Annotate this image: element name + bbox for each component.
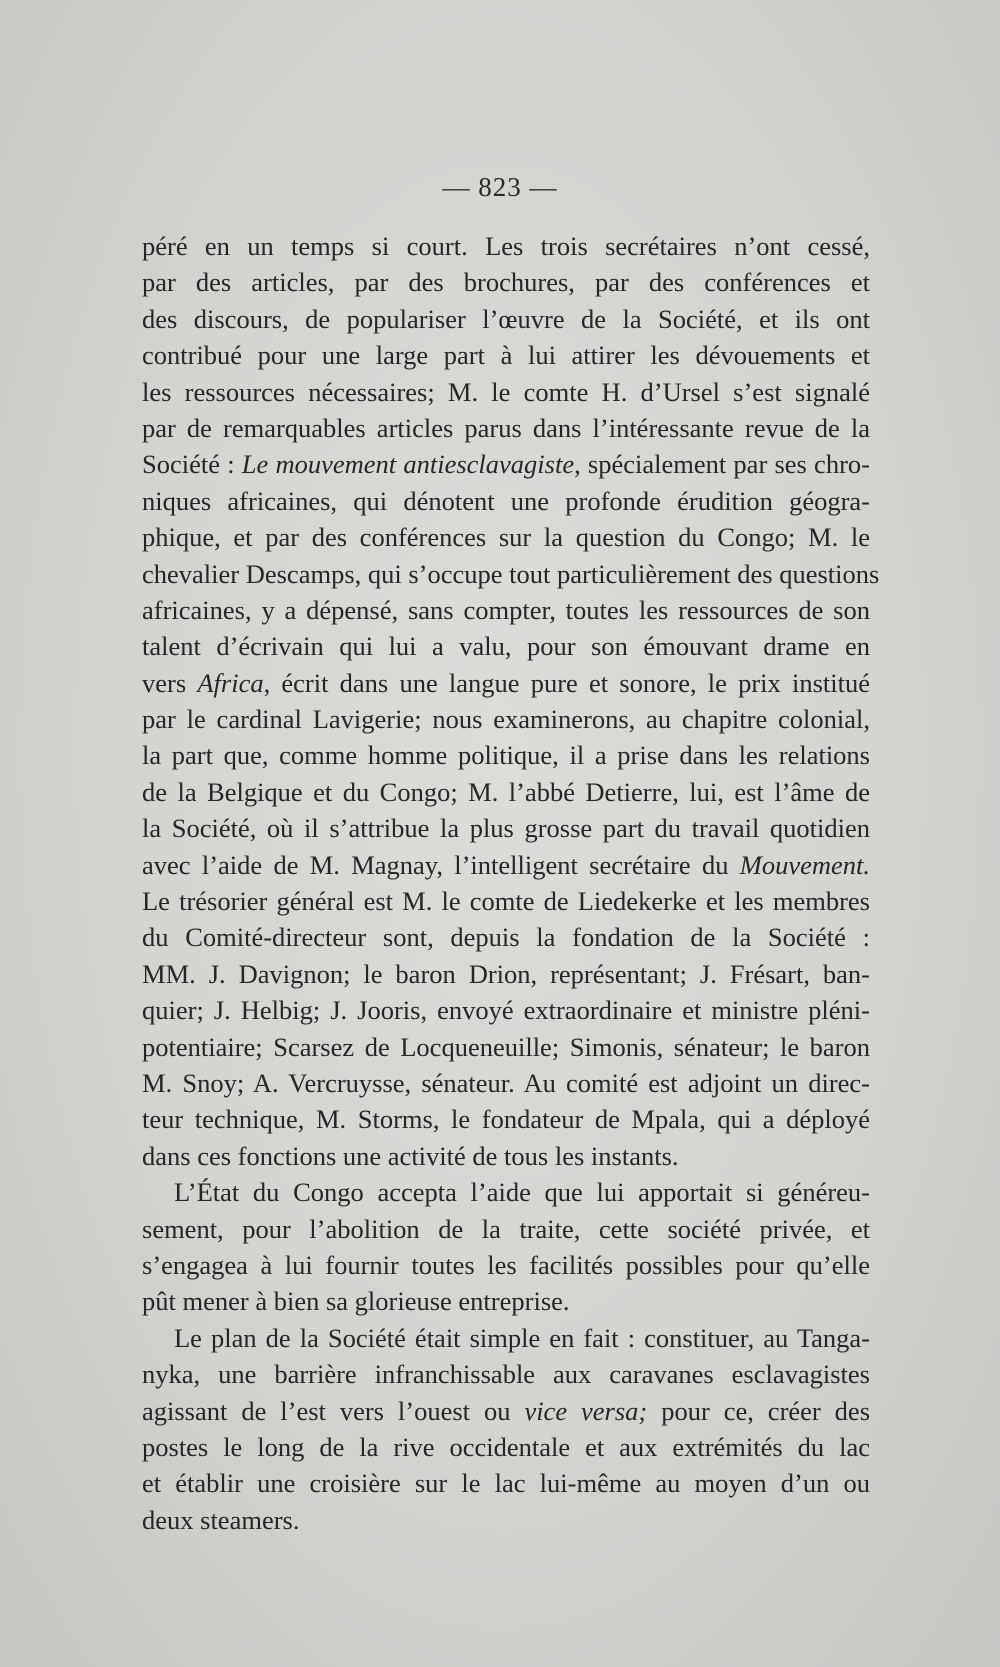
text-line: M. Snoy; A. Vercruysse, sénateur. Au comité est adjoint un direc- bbox=[142, 1067, 870, 1098]
text-line: chevalier Descamps, qui s’occupe tout particulièrement des questions bbox=[142, 558, 880, 589]
line-text: Société : bbox=[142, 449, 242, 480]
text-line: par de remarquables articles parus dans l’intéressante revue de la bbox=[142, 412, 870, 443]
text-line: dans ces fonctions une activité de tous les instants. bbox=[142, 1140, 679, 1171]
text-line bbox=[142, 446, 870, 482]
text-line: du Comité-directeur sont, depuis la fondation de la Société : bbox=[142, 922, 870, 953]
text-line: contribué pour une large part à lui attirer les dévouements et bbox=[142, 340, 870, 371]
text-line: postes le long de la rive occidentale et aux extrémités du lac bbox=[142, 1431, 870, 1462]
text-line bbox=[142, 1393, 870, 1429]
text-line: la part que, comme homme politique, il a prise dans les relations bbox=[142, 740, 870, 771]
text-line: teur technique, M. Storms, le fondateur de Mpala, qui a déployé bbox=[142, 1104, 870, 1135]
italic-title: vice versa; bbox=[524, 1395, 648, 1426]
italic-title: Le mouvement antiesclavagiste bbox=[241, 449, 575, 480]
italic-title: Africa bbox=[197, 667, 264, 698]
text-line: la Société, où il s’attribue la plus grosse part du travail quotidien bbox=[142, 813, 870, 844]
text-line: potentiaire; Scarsez de Locqueneuille; Simonis, sénateur; le baron bbox=[142, 1031, 870, 1062]
paragraph bbox=[142, 1320, 870, 1538]
text-line: L’État du Congo accepta l’aide que lui apportait si généreu- bbox=[174, 1177, 870, 1208]
text-line: MM. J. Davignon; le baron Drion, représentant; J. Frésart, ban- bbox=[142, 958, 870, 989]
text-line: par le cardinal Lavigerie; nous examinerons, au chapitre colonial, bbox=[142, 704, 870, 735]
text-line: s’engagea à lui fournir toutes les facilités possibles pour qu’elle bbox=[142, 1249, 870, 1280]
body-text bbox=[142, 228, 880, 1538]
line-text: , spécialement par ses chro- bbox=[574, 449, 870, 480]
line-text: agissant de l’est vers l’ouest ou bbox=[142, 1395, 525, 1426]
text-line: quier; J. Helbig; J. Jooris, envoyé extraordinaire et ministre pléni- bbox=[142, 995, 870, 1026]
text-line: africaines, y a dépensé, sans compter, toutes les ressources de son bbox=[142, 594, 870, 625]
text-line: sement, pour l’abolition de la traite, cette société privée, et bbox=[142, 1213, 870, 1244]
paragraph bbox=[142, 1174, 870, 1320]
text-line: phique, et par des conférences sur la question du Congo; M. le bbox=[142, 522, 870, 553]
text-line: péré en un temps si court. Les trois secrétaires n’ont cessé, bbox=[142, 231, 870, 261]
text-line bbox=[142, 665, 870, 701]
line-text: pour ce, créer des bbox=[647, 1395, 871, 1426]
text-line: nyka, une barrière infranchissable aux caravanes esclavagistes bbox=[142, 1359, 870, 1390]
text-line: pût mener à bien sa glorieuse entreprise. bbox=[142, 1286, 570, 1317]
text-line bbox=[142, 847, 870, 883]
line-text: avec l’aide de M. Magnay, l’intelligent secrétaire du bbox=[142, 849, 740, 880]
text-line: par des articles, par des brochures, par des conférences et bbox=[142, 267, 870, 298]
text-line: les ressources nécessaires; M. le comte H. d’Ursel s’est signalé bbox=[142, 376, 870, 407]
text-line: Le plan de la Société était simple en fait : constituer, au Tanga- bbox=[174, 1322, 870, 1353]
text-line: niques africaines, qui dénotent une profonde érudition géogra- bbox=[142, 485, 870, 516]
line-text: vers bbox=[142, 667, 198, 698]
page-number: — 823 — bbox=[442, 172, 558, 202]
text-line: et établir une croisière sur le lac lui-même au moyen d’un ou bbox=[142, 1468, 870, 1499]
line-text: , écrit dans une langue pure et sonore, le prix institué bbox=[263, 667, 870, 698]
text-line: des discours, de populariser l’œuvre de la Société, et ils ont bbox=[142, 303, 870, 334]
text-line: deux steamers. bbox=[142, 1504, 300, 1535]
text-line: Le trésorier général est M. le comte de Liedekerke et les membres bbox=[142, 886, 870, 917]
text-line: talent d’écrivain qui lui a valu, pour son émouvant drame en bbox=[142, 631, 870, 662]
text-line: de la Belgique et du Congo; M. l’abbé Detierre, lui, est l’âme de bbox=[142, 776, 870, 807]
italic-title: Mouvement. bbox=[739, 849, 870, 880]
paragraph bbox=[142, 228, 880, 1174]
